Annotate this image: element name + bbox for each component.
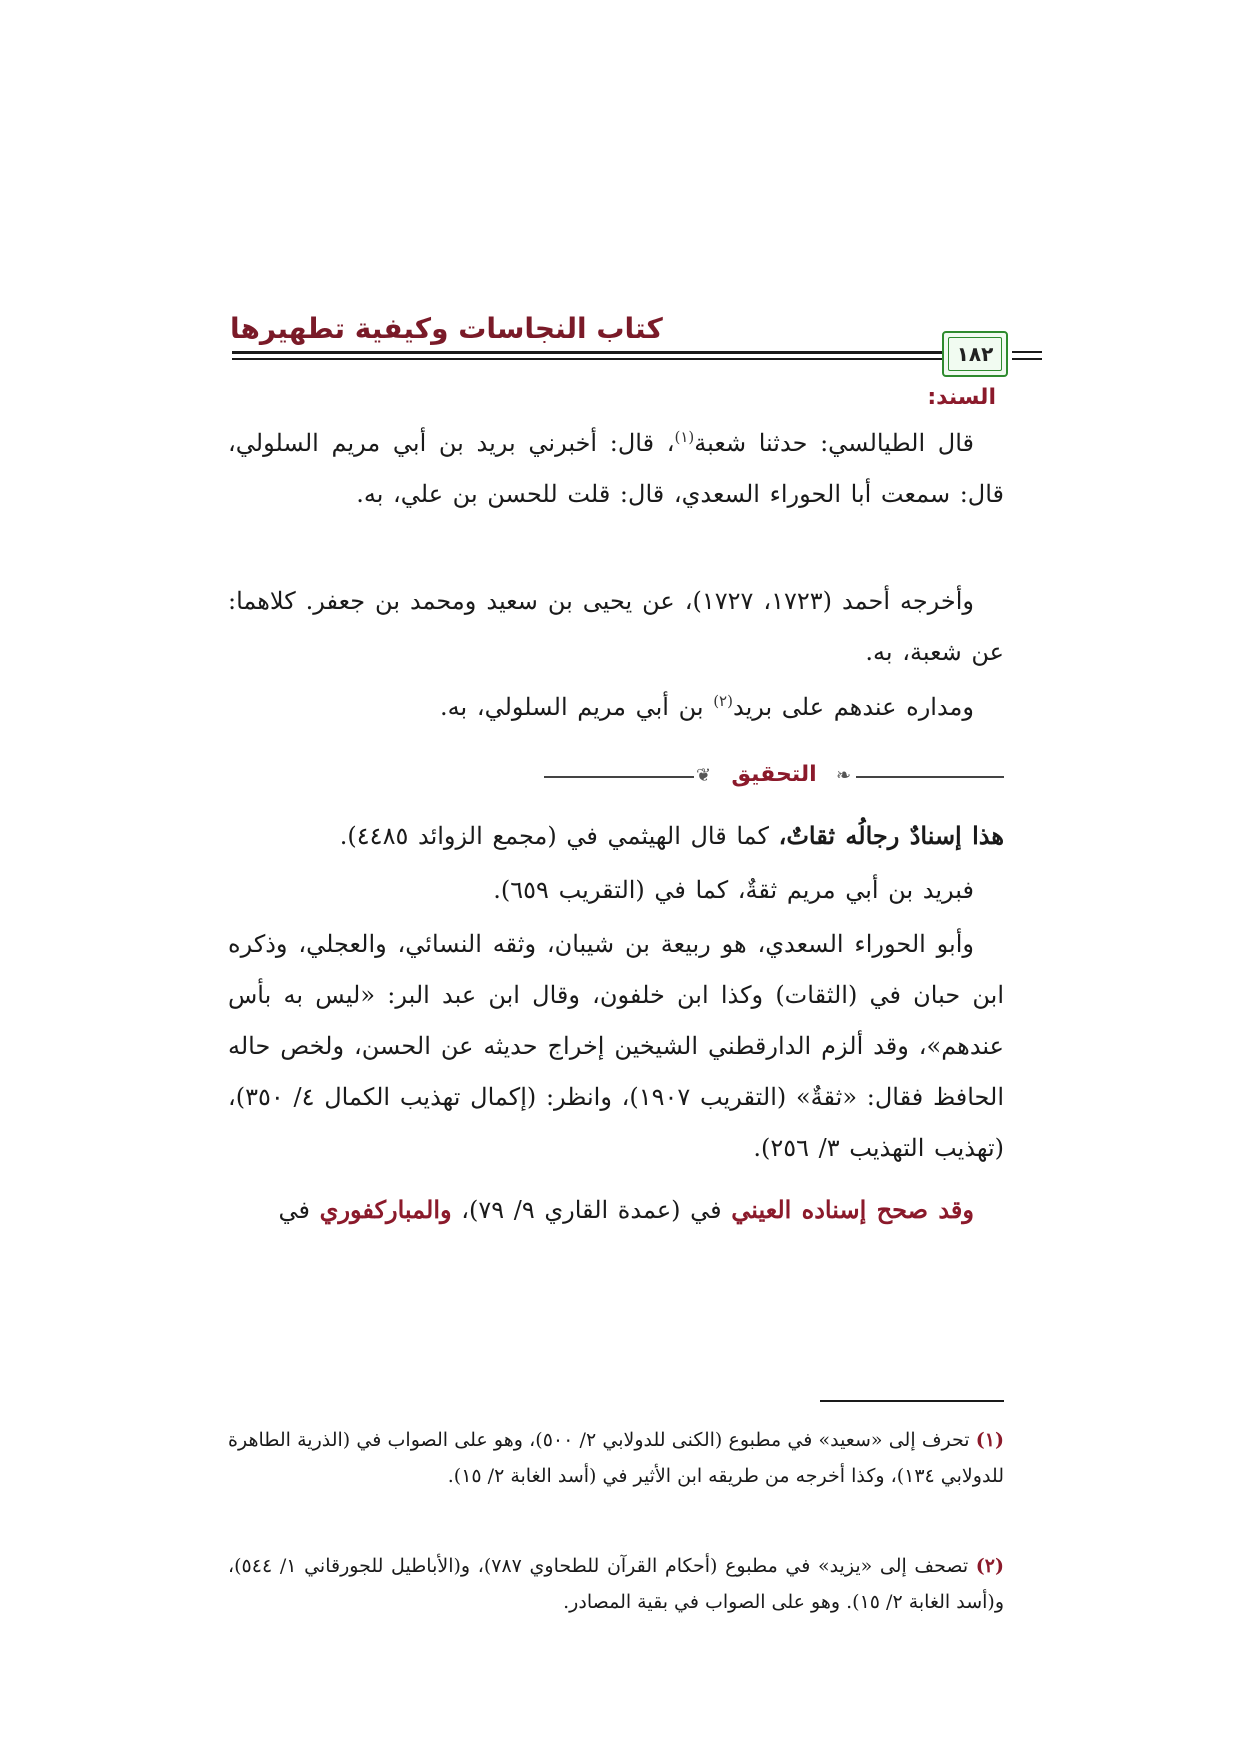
tahqiq-p4-a: وقد صحح إسناده العيني [731, 1195, 974, 1224]
tahqiq-paragraph-1 [228, 810, 1004, 862]
sanad-paragraph-1 [228, 418, 1004, 520]
divider-line-right [856, 776, 1004, 778]
sanad-heading: السند: [927, 385, 996, 410]
tahqiq-divider [544, 762, 1004, 792]
footnote-1-number: (١) [975, 1429, 1004, 1451]
book-title: كتاب النجاسات وكيفية تطهيرها [230, 312, 663, 345]
tahqiq-paragraph-4 [228, 1184, 1004, 1236]
divider-line-left [544, 776, 694, 778]
sanad-p1-b: ، قال: أخبرني بريد بن أبي مريم السلولي، قال: سمعت أبا الحوراء السعدي، قال: قلت للحسن بن علي، به. [228, 429, 1004, 508]
tahqiq-p4-d: في [278, 1196, 320, 1224]
tahqiq-p4-c: والمباركفوري [319, 1195, 452, 1224]
page-number-badge [942, 331, 1008, 377]
footnote-2 [228, 1548, 1004, 1620]
header-rule-right-thin [1012, 358, 1042, 360]
tahqiq-p1-rest: كما قال الهيثمي في (مجمع الزوائد ٤٤٨٥). [339, 822, 779, 850]
ornament-icon: ❧ [836, 765, 852, 786]
tahqiq-paragraph-3 [228, 919, 1004, 1174]
sanad-p3-b: بن أبي مريم السلولي، به. [440, 693, 714, 721]
footnote-1 [228, 1422, 1004, 1494]
sanad-paragraph-3 [228, 682, 1004, 733]
tahqiq-p2: فبريد بن أبي مريم ثقةٌ، كما في (التقريب ٦٥٩). [493, 876, 974, 904]
tahqiq-heading: التحقيق [731, 762, 817, 787]
footnote-separator [820, 1400, 1004, 1402]
sanad-p3-a: ومداره عندهم على بريد [732, 693, 974, 721]
footnote-1-text: تحرف إلى «سعيد» في مطبوع (الكنى للدولابي ٢/ ٥٠٠)، وهو على الصواب في (الذرية الطاهرة للدولابي ١٣٤)، وكذا أخرجه من طريقه ابن الأثير في (أسد الغابة ٢/ ١٥). [228, 1429, 1004, 1487]
tahqiq-p1-bold: هذا إسنادٌ رجالُه ثقاتٌ، [778, 821, 1004, 850]
sanad-p1-a: قال الطيالسي: حدثنا شعبة [694, 429, 975, 457]
footnote-2-text: تصحف إلى «يزيد» في مطبوع (أحكام القرآن للطحاوي ٧٨٧)، و(الأباطيل للجورقاني ١/ ٥٤٤)، و(أسد الغابة ٢/ ١٥). وهو على الصواب في بقية المصادر. [228, 1555, 1004, 1613]
footnote-ref-1: (١) [674, 428, 695, 446]
header-rule-right [1012, 351, 1042, 353]
sanad-p2: وأخرجه أحمد (١٧٢٣، ١٧٢٧)، عن يحيى بن سعيد ومحمد بن جعفر. كلاهما: عن شعبة، به. [228, 587, 1004, 666]
page-number: ١٨٢ [948, 337, 1002, 371]
sanad-paragraph-2 [228, 576, 1004, 678]
footnote-2-number: (٢) [975, 1555, 1004, 1577]
tahqiq-p4-b: في (عمدة القاري ٩/ ٧٩)، [451, 1196, 732, 1224]
header-rule-thin [232, 358, 992, 360]
tahqiq-paragraph-2 [228, 865, 1004, 916]
header-rule [232, 351, 992, 354]
tahqiq-p3: وأبو الحوراء السعدي، هو ربيعة بن شيبان، وثقه النسائي، والعجلي، وذكره ابن حبان في (الثقات) وكذا ابن خلفون، وقال ابن عبد البر: «ليس به بأس عندهم»، وقد ألزم الدارقطني الشيخين إخراج حديثه عن الحسن، ولخص حاله الحافظ فقال: «ثقةٌ» (التقريب ١٩٠٧)، وانظر: (إكمال تهذيب الكمال ٤/ ٣٥٠)، (تهذيب التهذيب ٣/ ٢٥٦). [228, 930, 1004, 1162]
footnote-ref-2: (٢) [713, 692, 733, 710]
ornament-icon: ❦ [696, 765, 712, 786]
